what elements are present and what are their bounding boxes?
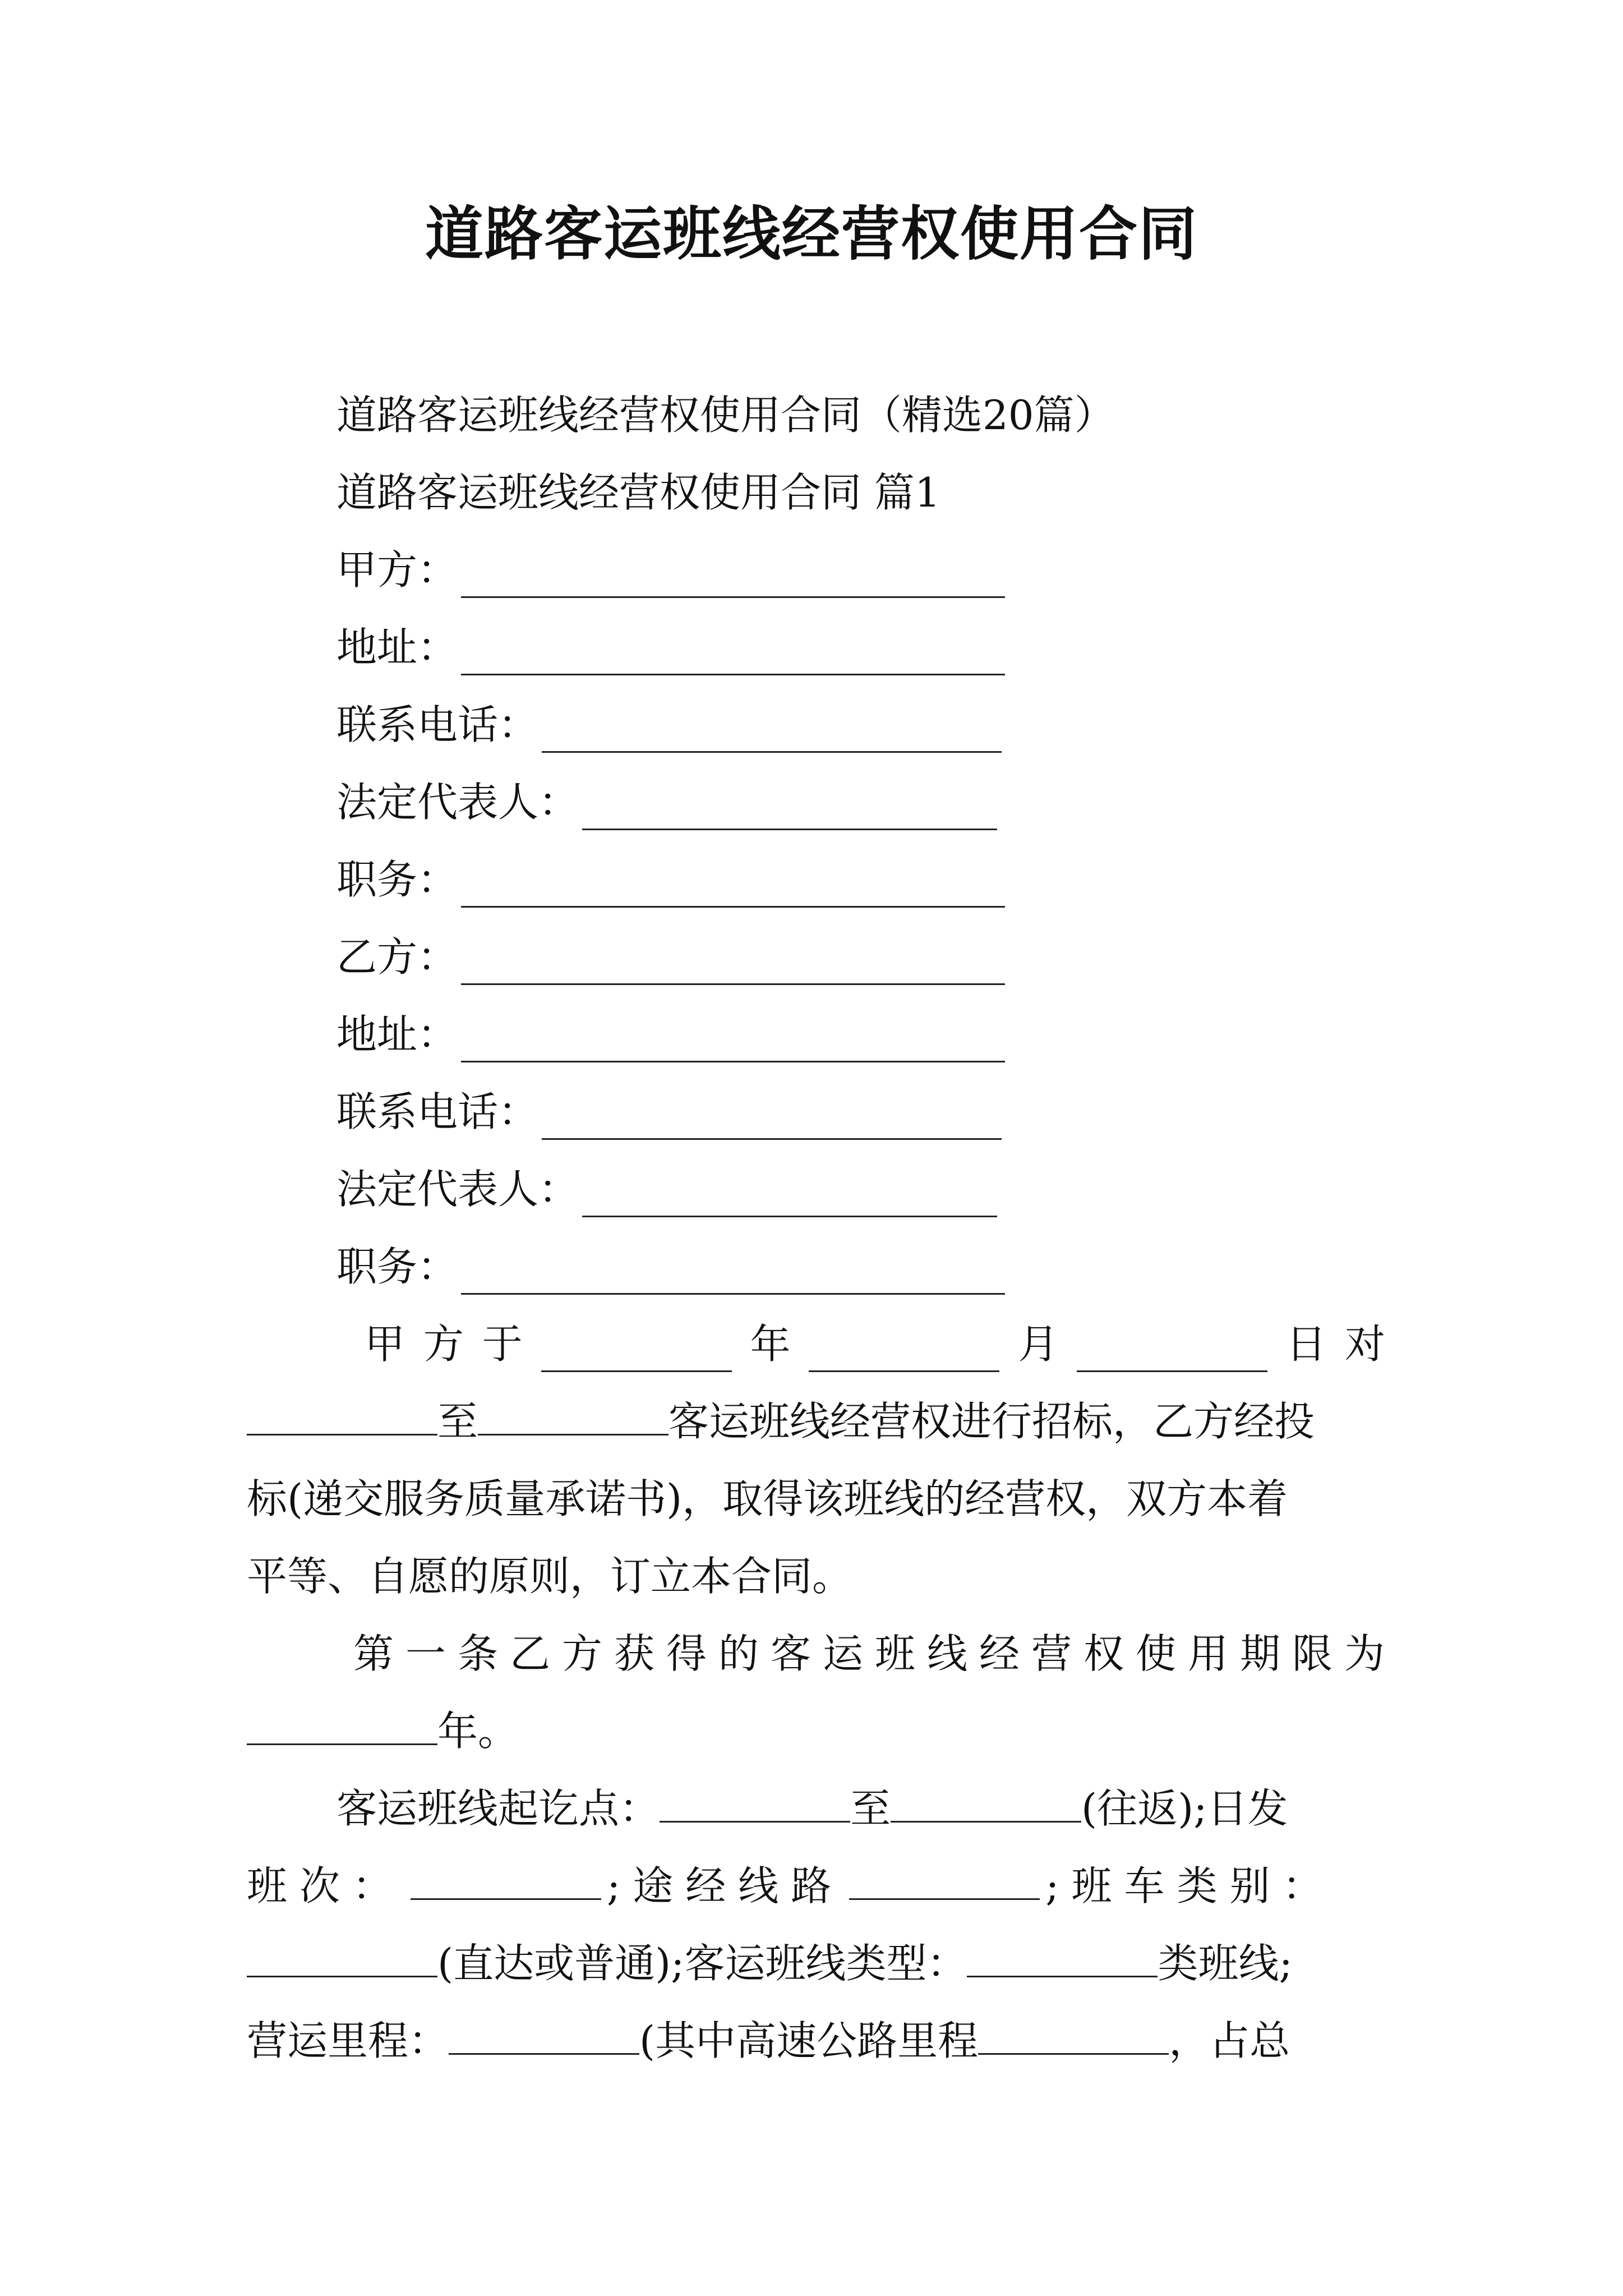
char: 于 — [482, 1320, 523, 1368]
fill-in-line — [247, 1710, 437, 1745]
fill-in-line — [449, 2019, 639, 2055]
fill-in-line — [891, 1787, 1081, 1823]
text: 类班线; — [1158, 1940, 1293, 1987]
fill-in-line — [582, 795, 997, 830]
char: 甲 — [365, 1320, 405, 1368]
text: 年。 — [437, 1708, 519, 1755]
party-b-name-field — [336, 929, 1005, 985]
para2-line2 — [247, 1703, 1385, 1759]
para3-line1 — [336, 1780, 1288, 1837]
text: ，占总 — [1169, 2017, 1290, 2064]
field-label: 职务： — [336, 1243, 458, 1290]
party-b-rep-field — [336, 1161, 997, 1217]
text: ;班车类别： — [1045, 1862, 1335, 1910]
text: 客运班线经营权进行招标，乙方经投 — [668, 1398, 1315, 1445]
party-b-address-field — [336, 1006, 1005, 1062]
para1-line4: 平等、自愿的原则，订立本合同。 — [247, 1553, 853, 1600]
text: (直达或普通);客运班线类型： — [437, 1940, 967, 1987]
text: (其中高速公路里程 — [639, 2017, 979, 2064]
field-label: 乙方： — [336, 933, 458, 981]
party-a-address-field — [336, 619, 1005, 675]
char: 日 — [1286, 1320, 1327, 1368]
fill-in-line — [1077, 1337, 1267, 1372]
field-label: 地址： — [336, 1011, 458, 1058]
char: 年 — [750, 1320, 791, 1368]
fill-in-line — [809, 1337, 999, 1372]
text: ;途经线路 — [607, 1862, 844, 1910]
fill-in-line — [542, 1105, 1002, 1140]
field-label: 甲方： — [336, 546, 458, 593]
field-label: 职务： — [336, 856, 458, 903]
char: 对 — [1344, 1320, 1385, 1368]
fill-in-line — [461, 872, 1005, 908]
fill-in-line — [478, 1400, 668, 1435]
fill-in-line — [660, 1787, 850, 1823]
field-label: 法定代表人： — [336, 779, 579, 826]
party-b-phone-field — [336, 1084, 1002, 1140]
fill-in-line — [247, 1942, 437, 1977]
party-a-rep-field — [336, 774, 997, 830]
part-heading: 道路客运班线经营权使用合同 篇1 — [336, 469, 940, 516]
fill-in-line — [978, 2019, 1169, 2055]
party-a-phone-field — [336, 697, 1002, 753]
text: 至 — [850, 1785, 891, 1832]
para1-line2 — [247, 1393, 1385, 1450]
subtitle: 道路客运班线经营权使用合同（精选20篇） — [336, 392, 1115, 439]
para3-line2 — [247, 1858, 1385, 1914]
fill-in-line — [411, 1865, 601, 1900]
text: 班次： — [247, 1862, 405, 1910]
fill-in-line — [582, 1182, 997, 1217]
char: 月 — [1018, 1320, 1059, 1368]
text: (往返);日发 — [1081, 1785, 1288, 1832]
field-label: 联系电话： — [336, 701, 539, 748]
fill-in-line — [542, 717, 1002, 753]
para3-line3 — [247, 1935, 1385, 1991]
fill-in-line — [967, 1942, 1158, 1977]
fill-in-line — [461, 1027, 1005, 1062]
document-title: 道路客运班线经营权使用合同 — [425, 200, 1198, 268]
fill-in-line — [541, 1337, 732, 1372]
fill-in-line — [461, 563, 1005, 598]
fill-in-line — [461, 1259, 1005, 1295]
field-label: 地址： — [336, 624, 458, 671]
text: 至 — [437, 1398, 478, 1445]
para1-line1 — [365, 1316, 1385, 1372]
fill-in-line — [849, 1865, 1040, 1900]
fill-in-line — [461, 950, 1005, 985]
party-a-title-field — [336, 852, 1005, 908]
party-a-name-field — [336, 542, 1005, 598]
field-label: 联系电话： — [336, 1088, 539, 1135]
para1-line3: 标(递交服务质量承诺书)，取得该班线的经营权，双方本着 — [247, 1475, 1288, 1522]
text: 营运里程： — [247, 2017, 449, 2064]
party-b-title-field — [336, 1239, 1005, 1295]
text: 客运班线起讫点： — [336, 1785, 660, 1832]
char: 方 — [423, 1320, 464, 1368]
field-label: 法定代表人： — [336, 1166, 579, 1213]
fill-in-line — [247, 1400, 437, 1435]
para2-line1: 第一条乙方获得的客运班线经营权使用期限为 — [353, 1630, 1397, 1677]
para3-line4 — [247, 2013, 1385, 2069]
fill-in-line — [461, 640, 1005, 675]
